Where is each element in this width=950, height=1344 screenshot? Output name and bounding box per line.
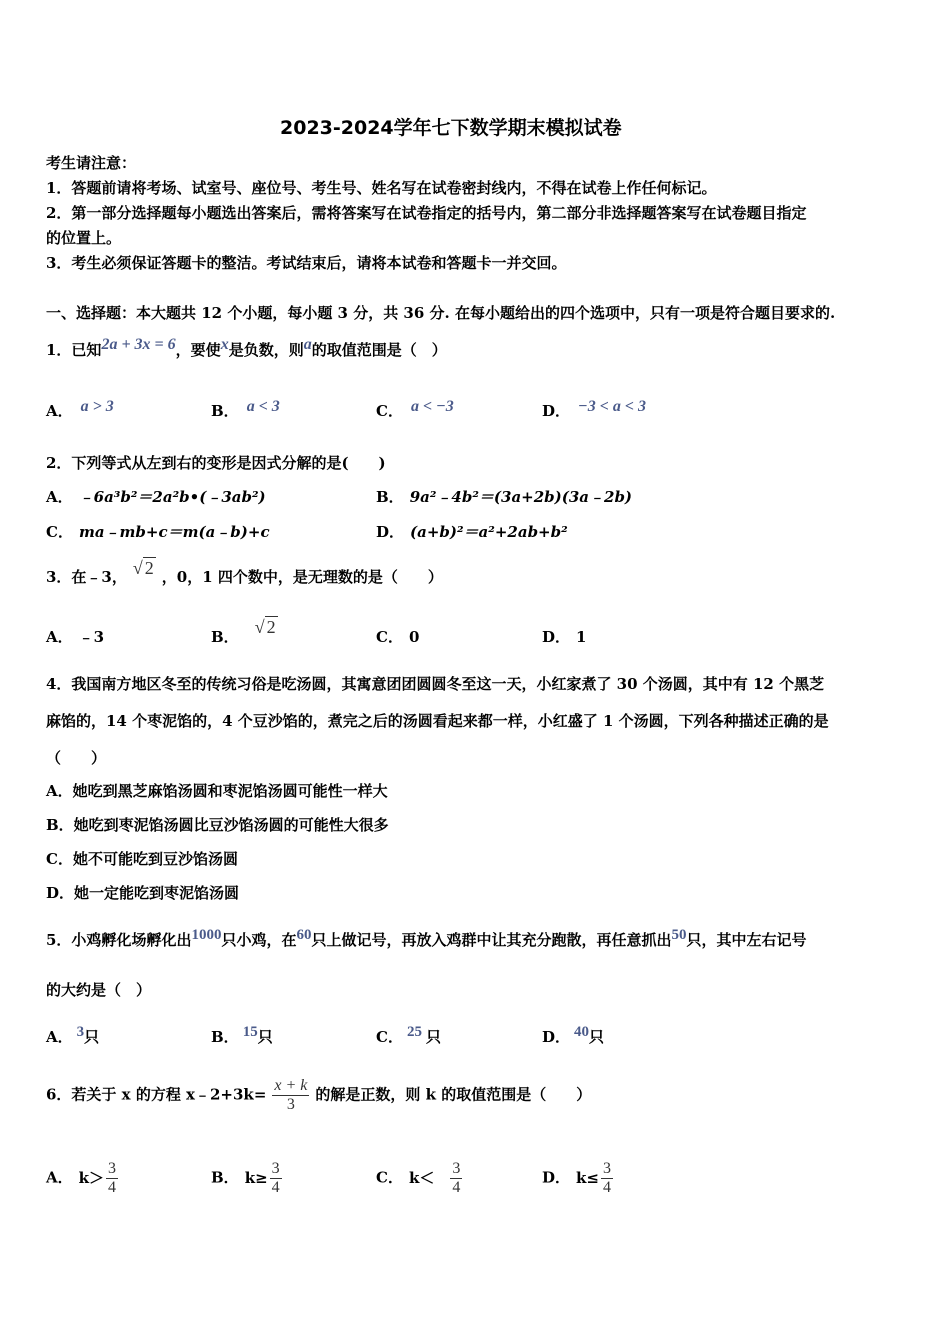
q4-option-b: B．她吃到枣泥馅汤圆比豆沙馅汤圆的可能性大很多 bbox=[46, 816, 389, 834]
option-value: k＜ bbox=[408, 1168, 435, 1187]
question-4-line: 麻馅的，14 个枣泥馅的，4 个豆沙馅的，煮完之后的汤圆看起来都一样，小红盛了 1 个汤圆，下列各种描述正确的是 bbox=[46, 712, 829, 730]
fraction: $\frac{3}{4}$ bbox=[452, 1160, 461, 1196]
option-value: a < 3 bbox=[246, 398, 280, 415]
question-4-line: 4．我国南方地区冬至的传统习俗是吃汤圆，其寓意团团圆圆冬至这一天，小红家煮了 30 个汤圆，其中有 12 个黑芝 bbox=[46, 675, 825, 693]
option-label: D． bbox=[542, 1028, 571, 1046]
q1-option-d bbox=[542, 400, 646, 421]
q3-text: ，0，1 四个数中，是无理数的是（ ） bbox=[161, 568, 443, 586]
q1-var-x: x bbox=[220, 336, 229, 353]
option-label: A． bbox=[46, 628, 73, 646]
q1-text: 的取值范围是（ ） bbox=[311, 341, 447, 359]
option-unit: 只 bbox=[589, 1028, 605, 1046]
option-value: k＞ bbox=[78, 1168, 105, 1187]
q1-text: 1．已知 bbox=[46, 341, 102, 359]
fraction: $\frac{3}{4}$ bbox=[271, 1160, 280, 1196]
q3-option-b: B． √ 2 bbox=[211, 617, 276, 646]
option-value: 40 bbox=[574, 1024, 590, 1040]
q1-equation: 2a + 3x = 6 bbox=[101, 336, 176, 353]
option-unit: 只 bbox=[257, 1028, 273, 1046]
option-value: k≤ bbox=[576, 1168, 599, 1187]
q1-option-c bbox=[376, 400, 454, 421]
question-5-line2: 的大约是（ ） bbox=[46, 981, 152, 999]
q3-option-c bbox=[376, 626, 419, 647]
notice-item: 2．第一部分选择题每小题选出答案后，需将答案写在试卷指定的括号内，第二部分非选择题答案写在试卷题目指定 bbox=[46, 204, 807, 222]
question-5-stem bbox=[46, 929, 807, 950]
page-title: 2023-2024学年七下数学期末模拟试卷 bbox=[280, 117, 622, 139]
option-label: B． bbox=[211, 1028, 239, 1046]
option-unit: 只 bbox=[425, 1028, 441, 1046]
option-value: k≥ bbox=[244, 1168, 268, 1187]
option-label: C． bbox=[376, 1028, 403, 1046]
q6-text: 6．若关于 x 的方程 x﹣2+3k= bbox=[46, 1085, 267, 1104]
option-label: D． bbox=[542, 402, 571, 420]
option-value: 25 bbox=[406, 1024, 422, 1040]
q6-text: 的解是正数，则 k 的取值范围是（ ） bbox=[315, 1085, 592, 1104]
q4-option-c: C．她不可能吃到豆沙馅汤圆 bbox=[46, 850, 238, 868]
q5-text: 5．小鸡孵化场孵化出 bbox=[46, 931, 192, 949]
option-label: C． bbox=[376, 402, 403, 420]
option-value: ﹣3 bbox=[78, 628, 105, 646]
q3-option-d bbox=[542, 626, 586, 647]
q6-fraction: $\frac{x + k}{3}$ bbox=[274, 1077, 308, 1113]
q5-option-c bbox=[376, 1026, 441, 1047]
q2-option-b bbox=[376, 486, 632, 507]
option-value: 0 bbox=[408, 628, 420, 646]
q1-option-b bbox=[211, 400, 280, 421]
fraction: $\frac{3}{4}$ bbox=[108, 1160, 117, 1196]
notice-item: 3．考生必须保证答题卡的整洁。考试结束后，请将本试卷和答题卡一并交回。 bbox=[46, 254, 567, 272]
option-value: a > 3 bbox=[80, 398, 114, 415]
option-label: D． bbox=[542, 628, 571, 646]
question-3-stem bbox=[46, 558, 443, 587]
notice-heading: 考生请注意： bbox=[46, 154, 137, 172]
q6-option-d bbox=[542, 1160, 613, 1197]
q2-option-c bbox=[46, 521, 270, 542]
q6-option-b bbox=[211, 1160, 282, 1197]
option-label: A． bbox=[46, 1168, 73, 1187]
option-label: C． bbox=[376, 628, 403, 646]
notice-item: 的位置上。 bbox=[46, 229, 122, 247]
q1-text: ，要使 bbox=[175, 341, 221, 359]
q3-text: 3．在﹣3， bbox=[46, 568, 127, 586]
q3-option-a bbox=[46, 626, 104, 647]
q4-option-a: A．她吃到黑芝麻馅汤圆和枣泥馅汤圆可能性一样大 bbox=[46, 782, 388, 800]
option-label: C． bbox=[376, 1168, 403, 1187]
q5-number: 1000 bbox=[191, 927, 222, 943]
sqrt-two: √ 2 bbox=[132, 558, 154, 578]
q6-option-c bbox=[376, 1160, 462, 1197]
q5-text: 只上做记号，再放入鸡群中让其充分跑散，再任意抓出 bbox=[311, 931, 672, 949]
option-label: A． bbox=[46, 488, 73, 506]
fraction: $\frac{3}{4}$ bbox=[602, 1160, 611, 1196]
option-label: B． bbox=[211, 628, 239, 646]
notice-item: 1．答题前请将考场、试室号、座位号、考生号、姓名写在试卷密封线内，不得在试卷上作任何标记。 bbox=[46, 179, 717, 197]
option-label: C． bbox=[46, 523, 73, 541]
q2-option-a bbox=[46, 486, 266, 507]
q1-option-a bbox=[46, 400, 114, 421]
q4-option-d: D．她一定能吃到枣泥馅汤圆 bbox=[46, 884, 240, 902]
question-6-stem bbox=[46, 1077, 591, 1114]
option-value: (a+b)²＝a²+2ab+b² bbox=[410, 523, 568, 541]
option-value: 3 bbox=[76, 1024, 85, 1040]
q5-number: 50 bbox=[671, 927, 687, 943]
q5-option-d bbox=[542, 1026, 604, 1047]
option-value: 2 bbox=[266, 617, 276, 637]
option-value: a < −3 bbox=[410, 398, 454, 415]
option-unit: 只 bbox=[84, 1028, 100, 1046]
q5-number: 60 bbox=[296, 927, 312, 943]
option-label: D． bbox=[542, 1168, 571, 1187]
q1-text: 是负数，则 bbox=[228, 341, 304, 359]
option-value: 1 bbox=[576, 628, 587, 646]
q5-text: 只，其中左右记号 bbox=[686, 931, 807, 949]
option-value: ma﹣mb+c＝m(a﹣b)+c bbox=[78, 523, 270, 541]
option-label: B． bbox=[211, 402, 239, 420]
q5-text: 只小鸡，在 bbox=[221, 931, 297, 949]
option-value: −3 < a < 3 bbox=[578, 398, 646, 415]
option-label: D． bbox=[376, 523, 405, 541]
option-label: A． bbox=[46, 1028, 73, 1046]
q5-option-a bbox=[46, 1026, 99, 1047]
q6-option-a bbox=[46, 1160, 118, 1197]
q5-option-b bbox=[211, 1026, 273, 1047]
question-2-stem: 2．下列等式从左到右的变形是因式分解的是( ) bbox=[46, 454, 386, 472]
q2-option-d bbox=[376, 521, 568, 542]
option-label: A． bbox=[46, 402, 73, 420]
option-value: 15 bbox=[242, 1024, 258, 1040]
question-1-stem bbox=[46, 336, 447, 360]
option-value: ﹣6a³b²＝2a²b•(﹣3ab²) bbox=[78, 488, 266, 506]
q1-var-a: a bbox=[303, 336, 312, 353]
section-heading: 一、选择题：本大题共 12 个小题，每小题 3 分，共 36 分. 在每小题给出的四个选项中，只有一项是符合题目要求的. bbox=[46, 304, 836, 322]
option-label: B． bbox=[211, 1168, 239, 1187]
option-label: B． bbox=[376, 488, 404, 506]
option-value: 9a²﹣4b²＝(3a+2b)(3a﹣2b) bbox=[409, 488, 633, 506]
question-4-line: （ ） bbox=[46, 749, 107, 767]
